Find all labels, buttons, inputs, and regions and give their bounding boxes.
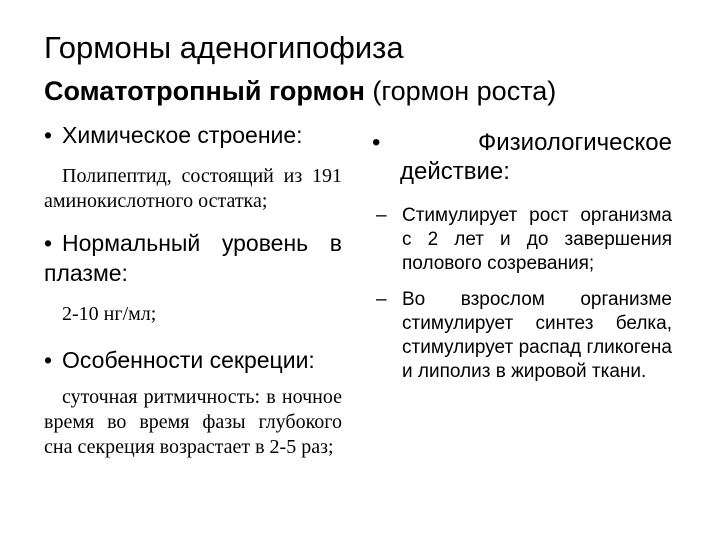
bullet-icon: • <box>44 122 53 148</box>
section-heading: Особенности секреции: <box>62 347 315 373</box>
slide-subtitle <box>44 74 556 108</box>
list-item <box>376 204 672 276</box>
right-column <box>372 128 672 384</box>
section-chemical-structure <box>44 120 342 150</box>
list-item <box>376 288 672 384</box>
dash-icon: – <box>376 205 387 226</box>
section-heading-line1: Физиологическое <box>478 129 672 156</box>
section-secretion <box>44 345 342 375</box>
bullet-icon: • <box>44 230 53 256</box>
section-body: суточная ритмичность: в ночное время во время фазы глубокого сна секреция возрастает в 2-5 раз; <box>44 386 342 458</box>
list-item-text: Во взрослом организме стимулирует синтез белка, стимулирует распад гликогена и липолиз в жировой ткани. <box>402 289 672 382</box>
subtitle-note: (гормон роста) <box>364 76 557 106</box>
section-body: Полипептид, состоящий из 191 аминокислотного остатка; <box>44 165 342 212</box>
section-body: 2-10 нг/мл; <box>62 303 157 325</box>
dash-icon: – <box>376 289 387 310</box>
bullet-icon: • <box>44 347 53 373</box>
bullet-icon: • <box>372 129 381 156</box>
left-column <box>44 120 342 460</box>
section-physiological-action <box>372 128 672 186</box>
section-heading-line2: действие: <box>400 158 510 185</box>
section-heading: Химическое строение: <box>62 122 303 148</box>
section-normal-level <box>44 228 342 288</box>
slide-title: Гормоны аденогипофиза <box>44 30 404 65</box>
section-heading: Нормальный уровень в плазме: <box>44 230 342 286</box>
subtitle-hormone-name: Соматотропный гормон <box>44 76 365 106</box>
list-item-text: Стимулирует рост организма с 2 лет и до завершения полового созревания; <box>402 205 672 274</box>
